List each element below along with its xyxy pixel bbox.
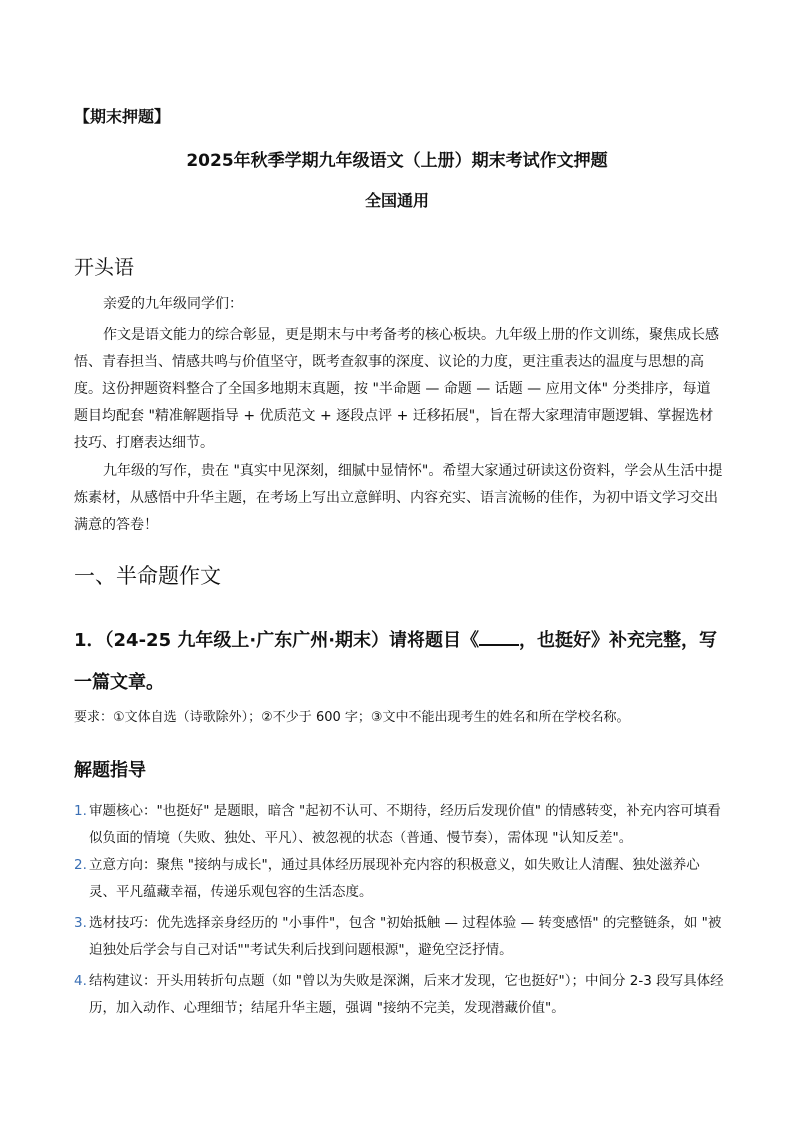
intro-greeting: 亲爱的九年级同学们：	[103, 296, 243, 312]
intro-paragraph-2: 九年级的写作，贵在 "真实中见深刻，细腻中显情怀"。希望大家通过研读这份资料，学会从生活中提炼素材，从感悟中升华主题，在考场上写出立意鲜明、内容充实、语言流畅的佳作，为初中语文学习交出满意的答卷！	[74, 463, 723, 533]
list-number: 2.	[74, 857, 87, 873]
list-number: 4.	[74, 973, 87, 989]
list-number: 1.	[74, 803, 87, 819]
question-suffix: ，也挺好》补充完整，写一篇文章。	[74, 630, 718, 693]
guide-list-item	[74, 852, 724, 906]
list-text: 立意方向：聚焦 "接纳与成长"，通过具体经历展现补充内容的积极意义，如失败让人清醒、独处滋养心灵、平凡蕴藏幸福，传递乐观包容的生活态度。	[89, 857, 700, 900]
question-requirement: 要求：①文体自选（诗歌除外）；②不少于 600 字；③文中不能出现考生的姓名和所在学校名称。	[74, 710, 630, 725]
list-text: 选材技巧：优先选择亲身经历的 "小事件"，包含 "初始抵触 — 过程体验 — 转变感悟" 的完整链条，如 "被迫独处后学会与自己对话""考试失利后找到问题根源"，避免空泛抒情。	[89, 915, 722, 958]
document-subtitle: 全国通用	[364, 191, 429, 210]
guide-list-item	[74, 910, 724, 964]
section-heading: 一、半命题作文	[74, 564, 221, 588]
fill-in-blank	[479, 628, 519, 646]
guide-heading: 解题指导	[74, 760, 146, 781]
intro-paragraph-1: 作文是语文能力的综合彰显，更是期末与中考备考的核心板块。九年级上册的作文训练，聚焦成长感悟、青春担当、情感共鸣与价值坚守，既考查叙事的深度、议论的力度，更注重表达的温度与思想的高度。这份押题资料整合了全国多地期末真题，按 "半命题 — 命题 — 话题 — 应用文体" 分类排序，每道题目均配套 "精准解题指导 + 优质范文 + 逐段点评 + 迁移拓展"，旨在帮大家理清审题逻辑、掌握选材技巧、打磨表达细节。	[74, 327, 719, 451]
guide-list-item	[74, 968, 724, 1022]
question-number: 1．	[74, 630, 105, 651]
question-prefix: （24-25 九年级上·广东广州·期末）请将题目《	[104, 630, 480, 651]
intro-heading: 开头语	[74, 255, 134, 279]
exam-tag: 【期末押题】	[74, 107, 171, 126]
list-number: 3.	[74, 915, 87, 931]
list-text: 结构建议：开头用转折句点题（如 "曾以为失败是深渊，后来才发现，它也挺好"）；中间分 2-3 段写具体经历，加入动作、心理细节；结尾升华主题，强调 "接纳不完美，发现潜藏价值"。	[89, 973, 724, 1016]
list-text: 审题核心："也挺好" 是题眼，暗含 "起初不认可、不期待，经历后发现价值" 的情感转变，补充内容可填看似负面的情境（失败、独处、平凡）、被忽视的状态（普通、慢节奏），需体现 "认知反差"。	[89, 803, 721, 846]
question-1	[74, 620, 734, 704]
document-title: 2025年秋季学期九年级语文（上册）期末考试作文押题	[186, 151, 608, 171]
guide-list-item	[74, 798, 724, 852]
